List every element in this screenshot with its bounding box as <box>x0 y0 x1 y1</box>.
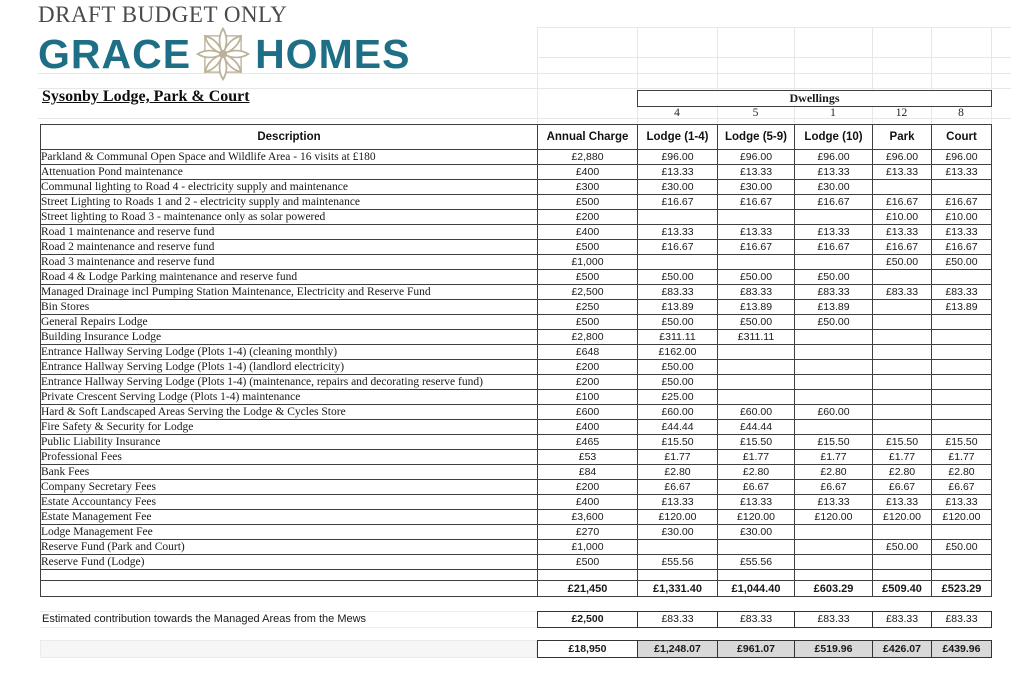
value-cell: £50.00 <box>638 375 718 390</box>
value-cell <box>873 360 932 375</box>
budget-row <box>41 270 992 285</box>
grand-total-lodge-1-4: £1,248.07 <box>637 640 718 658</box>
value-cell: £16.67 <box>873 195 932 210</box>
value-cell: £30.00 <box>718 525 795 540</box>
budget-row <box>41 375 992 390</box>
budget-row <box>41 390 992 405</box>
value-cell: £2.80 <box>638 465 718 480</box>
value-cell <box>873 315 932 330</box>
value-cell: £13.33 <box>932 495 992 510</box>
value-cell: £1,000 <box>538 255 638 270</box>
value-cell <box>932 330 992 345</box>
gridline <box>537 27 1011 28</box>
value-cell: £1.77 <box>932 450 992 465</box>
value-cell: £2.80 <box>718 465 795 480</box>
value-cell: £2.80 <box>873 465 932 480</box>
value-cell: £13.33 <box>873 165 932 180</box>
value-cell: £6.67 <box>638 480 718 495</box>
value-cell: £120.00 <box>932 510 992 525</box>
value-cell: £15.50 <box>932 435 992 450</box>
budget-row <box>41 540 992 555</box>
value-cell: £16.67 <box>873 240 932 255</box>
grand-total-lodge-10: £519.96 <box>794 640 873 658</box>
column-header-court: Court <box>932 125 992 150</box>
value-cell: £30.00 <box>718 180 795 195</box>
value-cell <box>795 540 873 555</box>
value-cell: £50.00 <box>932 540 992 555</box>
totals-row <box>41 581 992 597</box>
value-cell: £15.50 <box>873 435 932 450</box>
grand-total-lodge-5-9: £961.07 <box>717 640 795 658</box>
value-cell: £44.44 <box>638 420 718 435</box>
value-cell <box>718 540 795 555</box>
value-cell: £60.00 <box>638 405 718 420</box>
value-cell: £400 <box>538 495 638 510</box>
dwelling-count: 12 <box>895 107 908 119</box>
empty-cell <box>873 570 932 581</box>
value-cell <box>932 180 992 195</box>
value-cell <box>932 420 992 435</box>
value-cell <box>873 180 932 195</box>
value-cell <box>873 330 932 345</box>
value-cell: £84 <box>538 465 638 480</box>
budget-row <box>41 450 992 465</box>
description-cell: Estate Management Fee <box>41 510 538 525</box>
mews-value-lodge-5-9: £83.33 <box>717 611 795 628</box>
value-cell <box>873 300 932 315</box>
value-cell: £60.00 <box>795 405 873 420</box>
empty-cell <box>638 570 718 581</box>
budget-row <box>41 525 992 540</box>
value-cell <box>795 360 873 375</box>
value-cell: £10.00 <box>873 210 932 225</box>
mews-value-park: £83.33 <box>872 611 932 628</box>
value-cell: £96.00 <box>932 150 992 165</box>
value-cell: £25.00 <box>638 390 718 405</box>
value-cell: £50.00 <box>638 315 718 330</box>
value-cell: £16.67 <box>932 195 992 210</box>
logo-grace-text: GRACE <box>38 30 192 77</box>
grand-total-court: £439.96 <box>931 640 992 658</box>
budget-row <box>41 330 992 345</box>
value-cell: £50.00 <box>638 360 718 375</box>
value-cell <box>795 375 873 390</box>
description-cell: Company Secretary Fees <box>41 480 538 495</box>
value-cell: £300 <box>538 180 638 195</box>
value-cell: £1.77 <box>638 450 718 465</box>
value-cell: £465 <box>538 435 638 450</box>
value-cell <box>932 345 992 360</box>
value-cell: £13.33 <box>932 165 992 180</box>
column-header-description: Description <box>41 125 538 150</box>
description-cell: Road 2 maintenance and reserve fund <box>41 240 538 255</box>
description-cell: Managed Drainage incl Pumping Station Maintenance, Electricity and Reserve Fund <box>41 285 538 300</box>
dwelling-count: 1 <box>830 107 836 119</box>
value-cell: £83.33 <box>873 285 932 300</box>
value-cell: £1.77 <box>795 450 873 465</box>
value-cell <box>873 405 932 420</box>
value-cell: £6.67 <box>873 480 932 495</box>
value-cell <box>795 390 873 405</box>
value-cell <box>873 375 932 390</box>
value-cell: £16.67 <box>932 240 992 255</box>
budget-row <box>41 360 992 375</box>
value-cell: £3,600 <box>538 510 638 525</box>
description-cell: Parkland & Communal Open Space and Wildlife Area - 16 visits at £180 <box>41 150 538 165</box>
description-cell: Entrance Hallway Serving Lodge (Plots 1-4) (cleaning monthly) <box>41 345 538 360</box>
budget-row <box>41 480 992 495</box>
value-cell: £50.00 <box>718 270 795 285</box>
column-header-park: Park <box>873 125 932 150</box>
column-header-lodge-10: Lodge (10) <box>795 125 873 150</box>
description-cell: Building Insurance Lodge <box>41 330 538 345</box>
value-cell <box>932 405 992 420</box>
value-cell: £400 <box>538 420 638 435</box>
value-cell <box>718 375 795 390</box>
description-cell: Lodge Management Fee <box>41 525 538 540</box>
mews-contribution-description: Estimated contribution towards the Managed Areas from the Mews <box>40 611 537 628</box>
value-cell: £10.00 <box>932 210 992 225</box>
budget-row <box>41 285 992 300</box>
total-lodge-1-4: £1,331.40 <box>638 581 718 597</box>
value-cell: £311.11 <box>638 330 718 345</box>
value-cell: £44.44 <box>718 420 795 435</box>
value-cell: £50.00 <box>873 255 932 270</box>
grand-total-annual-charge: £18,950 <box>537 640 638 658</box>
value-cell <box>873 525 932 540</box>
value-cell: £2.80 <box>795 465 873 480</box>
value-cell <box>932 315 992 330</box>
total-lodge-10: £603.29 <box>795 581 873 597</box>
gridline <box>537 27 538 124</box>
description-cell: Road 3 maintenance and reserve fund <box>41 255 538 270</box>
value-cell: £53 <box>538 450 638 465</box>
value-cell: £83.33 <box>638 285 718 300</box>
description-cell: Reserve Fund (Lodge) <box>41 555 538 570</box>
description-cell: Hard & Soft Landscaped Areas Serving the Lodge & Cycles Store <box>41 405 538 420</box>
value-cell: £16.67 <box>795 240 873 255</box>
empty-cell <box>41 570 538 581</box>
value-cell: £13.33 <box>795 495 873 510</box>
description-cell: Street lighting to Road 3 - maintenance only as solar powered <box>41 210 538 225</box>
value-cell: £1.77 <box>873 450 932 465</box>
description-cell: Road 4 & Lodge Parking maintenance and reserve fund <box>41 270 538 285</box>
value-cell: £96.00 <box>718 150 795 165</box>
value-cell <box>873 555 932 570</box>
description-cell: Fire Safety & Security for Lodge <box>41 420 538 435</box>
value-cell <box>638 210 718 225</box>
budget-row <box>41 465 992 480</box>
value-cell: £15.50 <box>718 435 795 450</box>
budget-row <box>41 495 992 510</box>
value-cell: £500 <box>538 315 638 330</box>
value-cell: £13.89 <box>932 300 992 315</box>
dwelling-count: 5 <box>752 107 759 119</box>
value-cell: £96.00 <box>873 150 932 165</box>
mews-annual-charge: £2,500 <box>537 611 638 628</box>
value-cell: £15.50 <box>638 435 718 450</box>
value-cell <box>795 255 873 270</box>
value-cell: £2,880 <box>538 150 638 165</box>
total-lodge-5-9: £1,044.40 <box>718 581 795 597</box>
value-cell <box>795 555 873 570</box>
budget-row <box>41 345 992 360</box>
total-court: £523.29 <box>932 581 992 597</box>
value-cell: £13.33 <box>718 495 795 510</box>
value-cell <box>638 255 718 270</box>
value-cell: £13.89 <box>795 300 873 315</box>
mews-value-lodge-1-4: £83.33 <box>637 611 718 628</box>
budget-row <box>41 315 992 330</box>
value-cell <box>873 345 932 360</box>
value-cell: £250 <box>538 300 638 315</box>
budget-row <box>41 195 992 210</box>
value-cell: £50.00 <box>795 270 873 285</box>
value-cell <box>718 255 795 270</box>
value-cell: £162.00 <box>638 345 718 360</box>
value-cell <box>795 525 873 540</box>
value-cell: £96.00 <box>638 150 718 165</box>
budget-row <box>41 555 992 570</box>
value-cell: £2,800 <box>538 330 638 345</box>
grand-total-park: £426.07 <box>872 640 932 658</box>
value-cell: £200 <box>538 375 638 390</box>
empty-cell <box>932 570 992 581</box>
description-cell: Attenuation Pond maintenance <box>41 165 538 180</box>
value-cell: £100 <box>538 390 638 405</box>
value-cell: £83.33 <box>795 285 873 300</box>
value-cell: £400 <box>538 225 638 240</box>
value-cell: £400 <box>538 165 638 180</box>
value-cell <box>795 420 873 435</box>
budget-row <box>41 510 992 525</box>
value-cell: £500 <box>538 555 638 570</box>
value-cell: £120.00 <box>638 510 718 525</box>
value-cell <box>932 555 992 570</box>
value-cell: £200 <box>538 480 638 495</box>
dwelling-count: 8 <box>958 107 964 119</box>
budget-row <box>41 225 992 240</box>
value-cell: £120.00 <box>873 510 932 525</box>
value-cell: £500 <box>538 270 638 285</box>
value-cell: £30.00 <box>638 180 718 195</box>
value-cell: £13.33 <box>795 165 873 180</box>
budget-row <box>41 150 992 165</box>
description-cell: Professional Fees <box>41 450 538 465</box>
value-cell: £55.56 <box>638 555 718 570</box>
value-cell: £30.00 <box>638 525 718 540</box>
budget-table <box>40 124 992 597</box>
value-cell <box>795 210 873 225</box>
budget-row <box>41 420 992 435</box>
value-cell <box>932 270 992 285</box>
budget-row <box>41 255 992 270</box>
mews-value-lodge-10: £83.33 <box>794 611 873 628</box>
value-cell: £500 <box>538 240 638 255</box>
empty-cell <box>795 570 873 581</box>
value-cell <box>638 540 718 555</box>
grace-homes-logo <box>38 26 410 82</box>
description-cell: Street Lighting to Roads 1 and 2 - electricity supply and maintenance <box>41 195 538 210</box>
value-cell: £50.00 <box>638 270 718 285</box>
description-cell: Reserve Fund (Park and Court) <box>41 540 538 555</box>
value-cell: £83.33 <box>932 285 992 300</box>
empty-cell <box>538 570 638 581</box>
budget-row <box>41 165 992 180</box>
description-cell: Entrance Hallway Serving Lodge (Plots 1-4) (maintenance, repairs and decorating reserve fund) <box>41 375 538 390</box>
value-cell: £13.33 <box>932 225 992 240</box>
value-cell: £6.67 <box>932 480 992 495</box>
value-cell <box>932 525 992 540</box>
grand-total-spacer <box>40 640 537 658</box>
description-cell: General Repairs Lodge <box>41 315 538 330</box>
value-cell: £270 <box>538 525 638 540</box>
value-cell: £13.33 <box>638 225 718 240</box>
gridline <box>537 57 1011 58</box>
logo-homes-text: HOMES <box>255 30 411 77</box>
value-cell: £16.67 <box>718 195 795 210</box>
value-cell: £83.33 <box>718 285 795 300</box>
value-cell: £200 <box>538 210 638 225</box>
description-cell: Bin Stores <box>41 300 538 315</box>
value-cell: £6.67 <box>795 480 873 495</box>
value-cell: £15.50 <box>795 435 873 450</box>
value-cell: £2,500 <box>538 285 638 300</box>
description-cell: Entrance Hallway Serving Lodge (Plots 1-4) (landlord electricity) <box>41 360 538 375</box>
sheet-title: Sysonby Lodge, Park & Court <box>42 88 250 105</box>
value-cell: £6.67 <box>718 480 795 495</box>
value-cell <box>873 270 932 285</box>
budget-row <box>41 210 992 225</box>
column-header-lodge-1-4: Lodge (1-4) <box>638 125 718 150</box>
value-cell <box>932 390 992 405</box>
value-cell: £16.67 <box>638 195 718 210</box>
value-cell <box>795 330 873 345</box>
value-cell <box>873 420 932 435</box>
value-cell <box>718 390 795 405</box>
value-cell: £50.00 <box>718 315 795 330</box>
value-cell: £1.77 <box>718 450 795 465</box>
description-cell: Private Crescent Serving Lodge (Plots 1-4) maintenance <box>41 390 538 405</box>
flower-emblem-icon <box>194 25 252 83</box>
value-cell: £13.89 <box>718 300 795 315</box>
dwelling-count: 4 <box>674 107 680 119</box>
value-cell: £13.89 <box>638 300 718 315</box>
empty-cell <box>41 581 538 597</box>
column-header-annual-charge: Annual Charge <box>538 125 638 150</box>
column-header-lodge-5-9: Lodge (5-9) <box>718 125 795 150</box>
value-cell: £13.33 <box>873 225 932 240</box>
total-park: £509.40 <box>873 581 932 597</box>
value-cell <box>873 390 932 405</box>
value-cell: £50.00 <box>873 540 932 555</box>
value-cell: £600 <box>538 405 638 420</box>
value-cell: £200 <box>538 360 638 375</box>
description-cell: Estate Accountancy Fees <box>41 495 538 510</box>
value-cell: £50.00 <box>932 255 992 270</box>
value-cell: £16.67 <box>795 195 873 210</box>
value-cell: £13.33 <box>638 495 718 510</box>
value-cell: £648 <box>538 345 638 360</box>
value-cell <box>718 360 795 375</box>
value-cell: £13.33 <box>718 225 795 240</box>
column-header-row <box>41 125 992 150</box>
value-cell: £13.33 <box>718 165 795 180</box>
value-cell: £13.33 <box>873 495 932 510</box>
empty-cell <box>718 570 795 581</box>
value-cell <box>795 345 873 360</box>
draft-budget-label: DRAFT BUDGET ONLY <box>38 2 288 27</box>
value-cell: £311.11 <box>718 330 795 345</box>
value-cell: £16.67 <box>638 240 718 255</box>
gridline <box>991 27 992 124</box>
budget-row <box>41 300 992 315</box>
value-cell <box>718 345 795 360</box>
value-cell <box>932 360 992 375</box>
value-cell: £16.67 <box>718 240 795 255</box>
dwellings-header: Dwellings <box>637 90 992 107</box>
value-cell: £96.00 <box>795 150 873 165</box>
value-cell: £60.00 <box>718 405 795 420</box>
value-cell: £2.80 <box>932 465 992 480</box>
mews-value-court: £83.33 <box>931 611 992 628</box>
value-cell: £500 <box>538 195 638 210</box>
budget-row <box>41 435 992 450</box>
budget-row <box>41 405 992 420</box>
description-cell: Public Liability Insurance <box>41 435 538 450</box>
value-cell: £1,000 <box>538 540 638 555</box>
total-annual-charge: £21,450 <box>538 581 638 597</box>
value-cell: £120.00 <box>718 510 795 525</box>
value-cell: £120.00 <box>795 510 873 525</box>
value-cell: £13.33 <box>795 225 873 240</box>
description-cell: Communal lighting to Road 4 - electricity supply and maintenance <box>41 180 538 195</box>
value-cell <box>932 375 992 390</box>
description-cell: Bank Fees <box>41 465 538 480</box>
budget-row <box>41 180 992 195</box>
budget-row <box>41 240 992 255</box>
value-cell <box>718 210 795 225</box>
value-cell: £50.00 <box>795 315 873 330</box>
value-cell: £13.33 <box>638 165 718 180</box>
value-cell: £55.56 <box>718 555 795 570</box>
value-cell: £30.00 <box>795 180 873 195</box>
spacer-row <box>41 570 992 581</box>
description-cell: Road 1 maintenance and reserve fund <box>41 225 538 240</box>
